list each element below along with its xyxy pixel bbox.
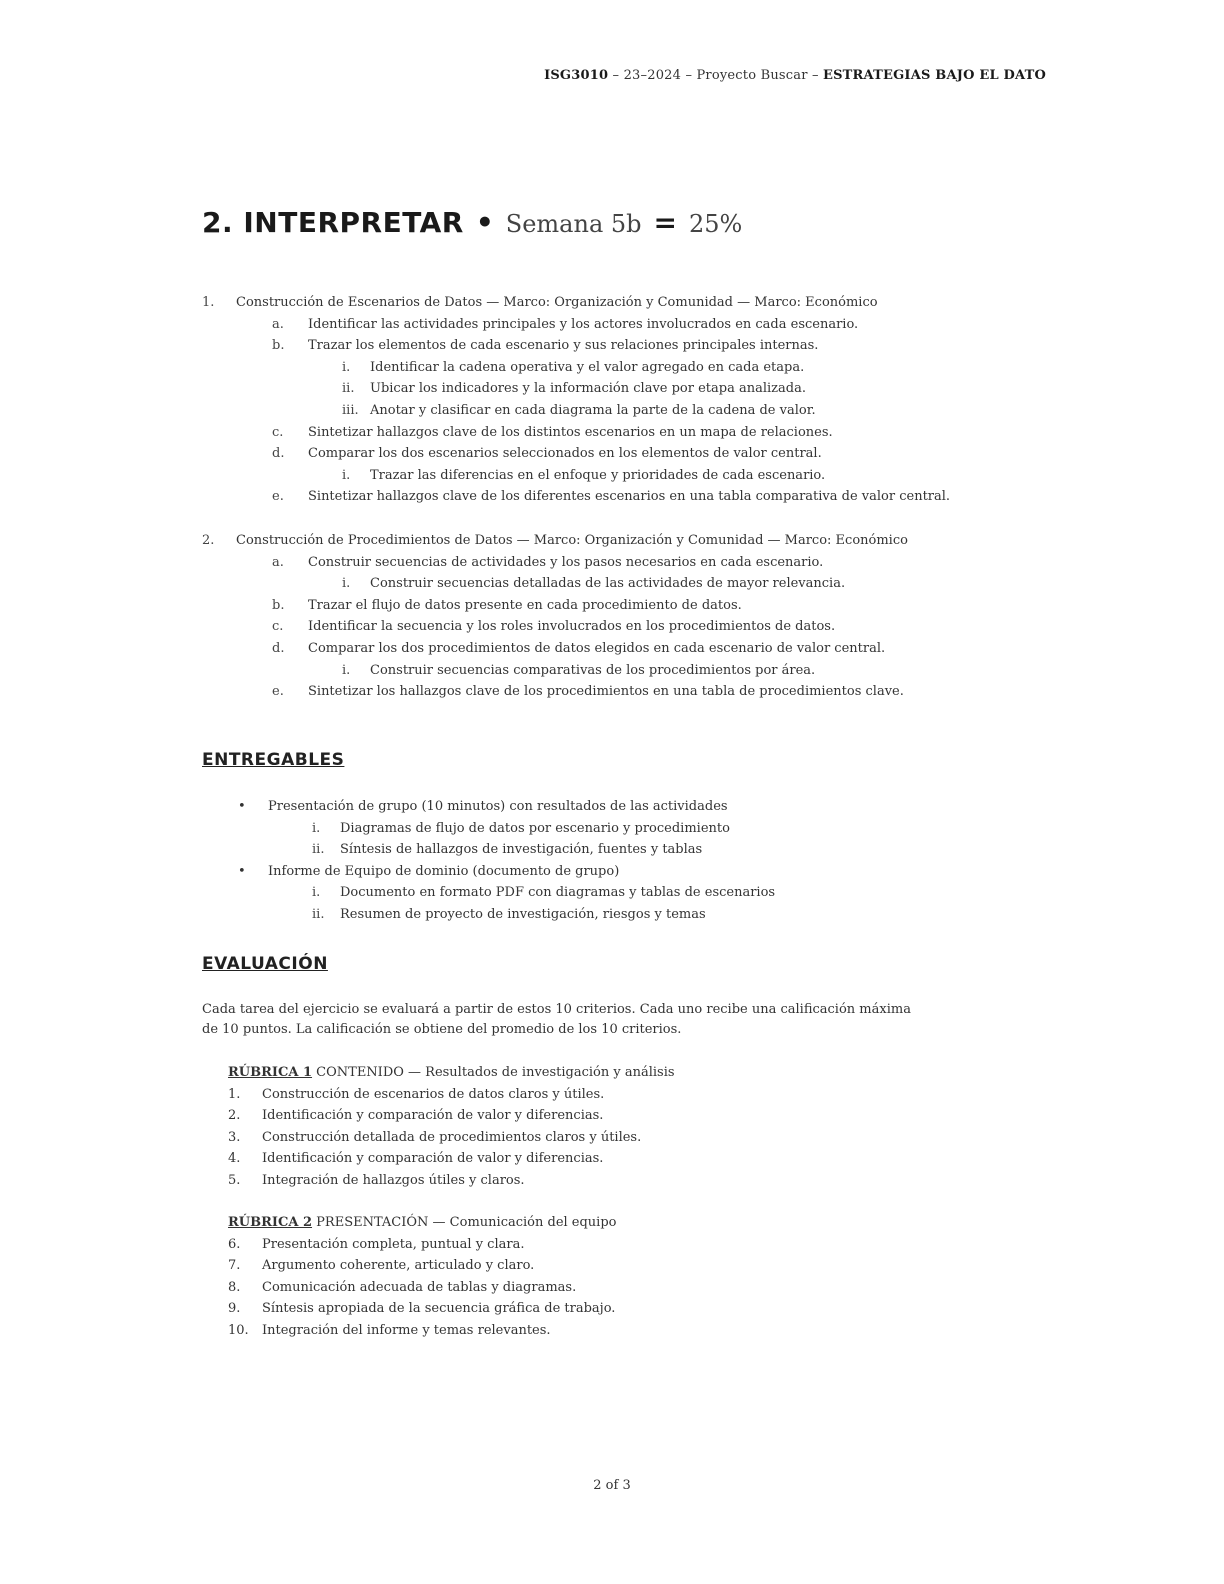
list-item: ii. Resumen de proyecto de investigación, riesgos y temas bbox=[312, 906, 706, 922]
list-item: d. Comparar los dos procedimientos de datos elegidos en cada escenario de valor central. bbox=[272, 640, 886, 656]
list-item: i. Trazar las diferencias en el enfoque y prioridades de cada escenario. bbox=[342, 467, 826, 483]
list-item: • Informe de Equipo de dominio (documento de grupo) bbox=[238, 863, 620, 879]
entregables-heading: ENTREGABLES bbox=[202, 750, 345, 770]
evaluacion-paragraph: Cada tarea del ejercicio se evaluará a partir de estos 10 criterios. Cada uno recibe una calificación máxima de 10 puntos. La calificación se obtiene del promedio de los 10 criterios. bbox=[202, 1002, 911, 1037]
list-item: b. Trazar el flujo de datos presente en cada procedimiento de datos. bbox=[272, 597, 742, 613]
section-procedimientos bbox=[202, 530, 1042, 703]
page-title bbox=[202, 206, 742, 239]
section-escenarios bbox=[202, 292, 1042, 508]
list-item: a. Construir secuencias de actividades y los pasos necesarios en cada escenario. bbox=[272, 554, 824, 570]
title-separator: = bbox=[653, 206, 677, 239]
rubric-heading: RÚBRICA 2 PRESENTACIÓN — Comunicación del equipo bbox=[228, 1215, 617, 1230]
list-item: 9. Síntesis apropiada de la secuencia gráfica de trabajo. bbox=[228, 1301, 616, 1317]
title-percent: 25% bbox=[689, 210, 743, 238]
list-item: ii. Ubicar los indicadores y la información clave por etapa analizada. bbox=[342, 381, 806, 397]
title-date: Semana 5b bbox=[505, 210, 642, 238]
list-item: 2. Identificación y comparación de valor y diferencias. bbox=[228, 1108, 604, 1124]
entregables-list bbox=[202, 796, 1042, 926]
list-item: i. Documento en formato PDF con diagramas y tablas de escenarios bbox=[312, 885, 776, 901]
list-item: i. Diagramas de flujo de datos por escenario y procedimiento bbox=[312, 820, 730, 836]
title-main: 2. INTERPRETAR bbox=[202, 206, 464, 239]
list-item: 4. Identificación y comparación de valor y diferencias. bbox=[228, 1151, 604, 1167]
running-header bbox=[544, 68, 1046, 83]
course-name: ESTRATEGIAS BAJO EL DATO bbox=[822, 68, 1046, 83]
list-item: 5. Integración de hallazgos útiles y claros. bbox=[228, 1172, 525, 1188]
list-item: c. Sintetizar hallazgos clave de los distintos escenarios en un mapa de relaciones. bbox=[272, 424, 833, 440]
list-item: 1. Construcción de Escenarios de Datos — Marco: Organización y Comunidad — Marco: Económico bbox=[202, 295, 878, 310]
list-item: 10. Integración del informe y temas relevantes. bbox=[228, 1322, 551, 1338]
page-number: 2 of 3 bbox=[593, 1478, 631, 1493]
title-separator: • bbox=[475, 206, 494, 239]
list-item: i. Construir secuencias comparativas de los procedimientos por área. bbox=[342, 662, 816, 678]
list-item: iii. Anotar y clasificar en cada diagrama la parte de la cadena de valor. bbox=[342, 402, 816, 418]
list-item: 2. Construcción de Procedimientos de Datos — Marco: Organización y Comunidad — Marco: Económico bbox=[202, 533, 908, 548]
list-item: ii. Síntesis de hallazgos de investigación, fuentes y tablas bbox=[312, 842, 703, 858]
evaluacion-heading: EVALUACIÓN bbox=[202, 954, 328, 974]
header-rest: – 23–2024 – Proyecto Buscar – bbox=[608, 68, 823, 83]
list-item: 3. Construcción detallada de procedimientos claros y útiles. bbox=[228, 1129, 642, 1145]
list-item: • Presentación de grupo (10 minutos) con resultados de las actividades bbox=[238, 799, 728, 814]
list-item: 7. Argumento coherente, articulado y claro. bbox=[228, 1258, 535, 1274]
list-item: 6. Presentación completa, puntual y clara. bbox=[228, 1236, 525, 1252]
list-item: e. Sintetizar hallazgos clave de los diferentes escenarios en una tabla comparativa de valor central. bbox=[272, 489, 951, 505]
list-item: e. Sintetizar los hallazgos clave de los procedimientos en una tabla de procedimientos clave. bbox=[272, 684, 904, 700]
list-item: 1. Construcción de escenarios de datos claros y útiles. bbox=[228, 1086, 605, 1102]
list-item: b. Trazar los elementos de cada escenario y sus relaciones principales internas. bbox=[272, 338, 819, 354]
rubric-contenido bbox=[228, 1062, 1028, 1192]
list-item: i. Identificar la cadena operativa y el valor agregado en cada etapa. bbox=[342, 359, 805, 375]
list-item: d. Comparar los dos escenarios seleccionados en los elementos de valor central. bbox=[272, 446, 822, 462]
course-code: ISG3010 bbox=[544, 68, 609, 83]
list-item: a. Identificar las actividades principales y los actores involucrados en cada escenario. bbox=[272, 316, 859, 332]
list-item: 8. Comunicación adecuada de tablas y diagramas. bbox=[228, 1279, 577, 1295]
list-item: c. Identificar la secuencia y los roles involucrados en los procedimientos de datos. bbox=[272, 619, 836, 635]
rubric-presentacion bbox=[228, 1212, 1028, 1342]
rubric-heading: RÚBRICA 1 CONTENIDO — Resultados de investigación y análisis bbox=[228, 1065, 675, 1080]
list-item: i. Construir secuencias detalladas de las actividades de mayor relevancia. bbox=[342, 576, 846, 592]
